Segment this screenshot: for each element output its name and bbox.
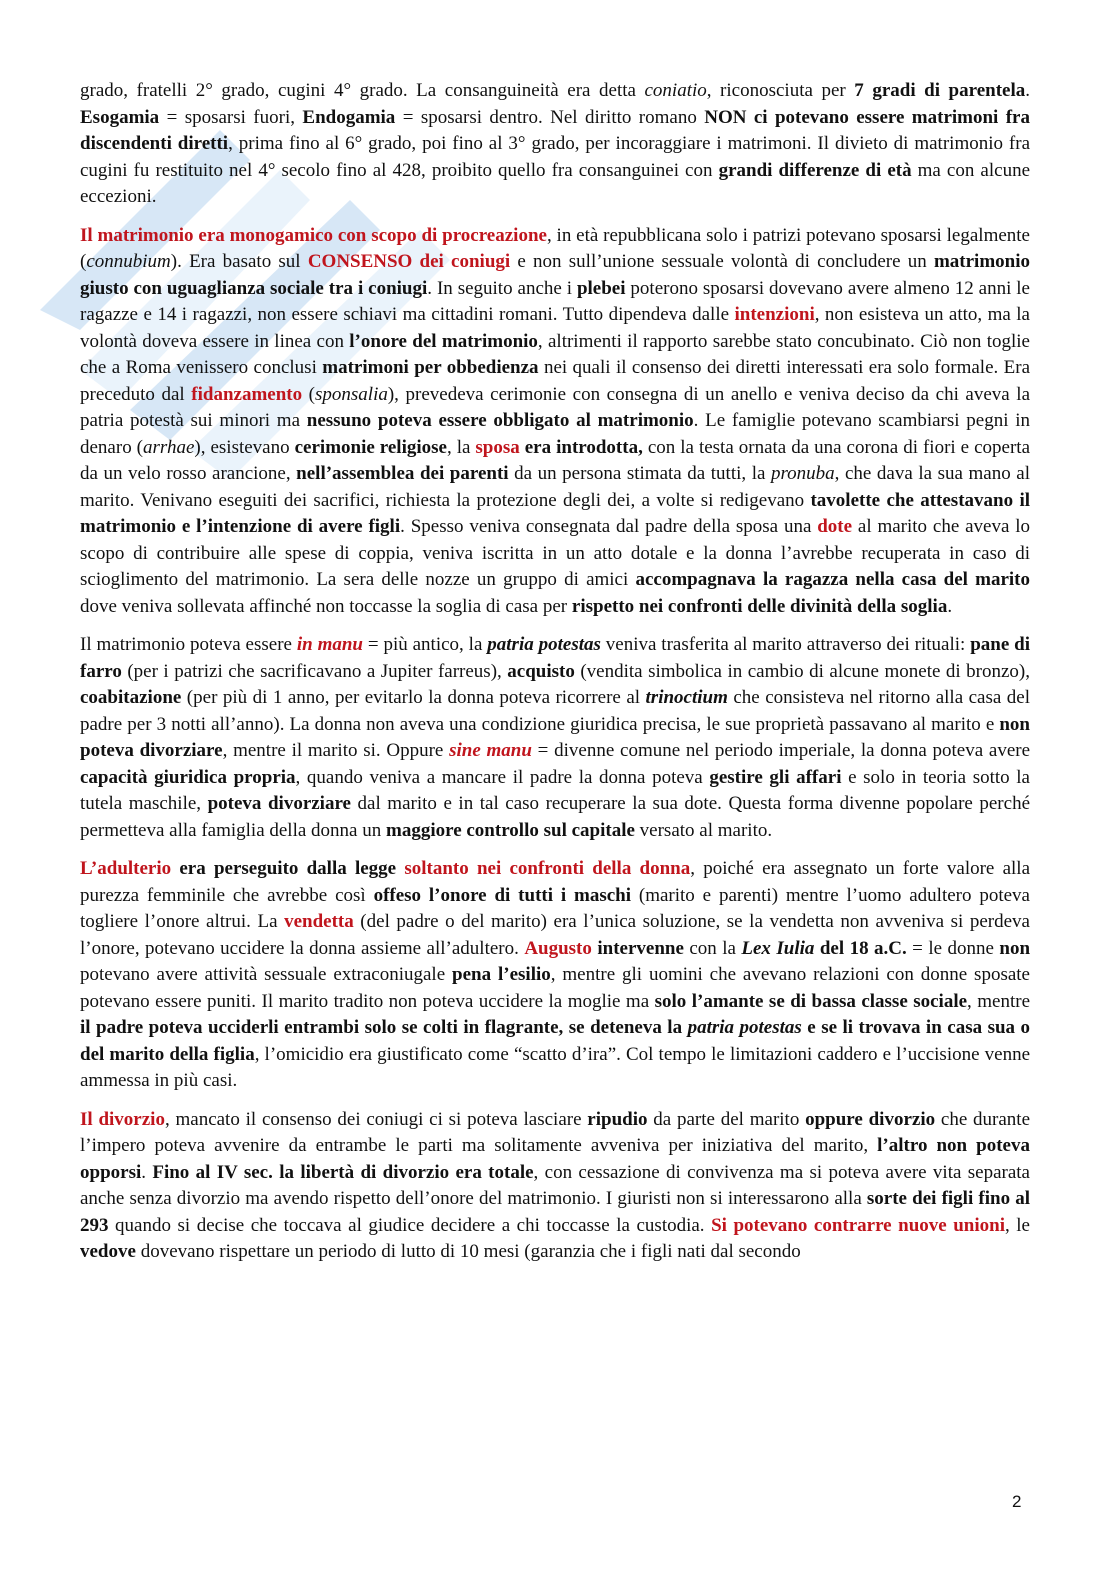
text-run: , mancato il consenso dei coniugi ci si poteva lasciare (164, 1108, 588, 1130)
highlighted-term: L’adulterio (80, 858, 172, 879)
document-body (80, 78, 1030, 1278)
text-run: , con cessazione di convivenza ma si poteva avere vita separata anche senza divorzio ma avendo rispetto dell’onore del matrimonio. I giuristi non si interessarono alla (80, 1161, 1030, 1209)
paragraph (80, 632, 1030, 844)
text-run: (del padre o del marito) era l’unica soluzione, se la vendetta non avveniva si perdeva l’onore, potevano uccidere la donna assieme all’adultero. (80, 911, 1030, 959)
text-run: con la testa ornata da una corona di fiori e coperta da un velo rosso arancione, (80, 436, 1030, 484)
text-run: , prima fino al 6° grado, poi fino al 3° grado, per incoraggiare i matrimoni. Il divieto di matrimonio fra cugini fu restituito nel 4° secolo fino al 428, proibito quello fra consanguinei con (80, 133, 1031, 181)
text-run: e non sull’unione sessuale volontà di concludere un (510, 251, 934, 272)
text-run: , non esisteva un atto, ma la volontà doveva essere in linea con (80, 304, 1030, 352)
bold-term: il padre poteva ucciderli entrambi solo se colti in flagrante, se deteneva la (80, 1017, 688, 1038)
highlighted-term: Augusto (524, 937, 592, 959)
text-run: . (1025, 80, 1030, 101)
text-run: che consisteva nel ritorno alla casa del padre per 3 notti all’anno). La donna non aveva una condizione giuridica precisa, le sue proprietà passavano al marito e (80, 687, 1030, 735)
bold-term: pane di farro (80, 634, 1030, 682)
text-run: , in età repubblicana solo i patrizi potevano sposarsi legalmente ( (80, 224, 1030, 272)
text-run: veniva trasferita al marito attraverso dei rituali: (600, 634, 971, 655)
bold-term: intervenne (597, 937, 684, 959)
text-run: (vendita simbolica in cambio di alcune monete di bronzo), (574, 660, 1030, 682)
text-run: e solo in teoria sotto la tutela maschile, (80, 766, 1030, 814)
text-run: = sposarsi dentro. Nel diritto romano (395, 106, 705, 128)
highlighted-term: in manu (296, 634, 363, 655)
text-run: versato al marito. (634, 819, 773, 841)
bold-term: patria potestas (487, 634, 601, 655)
italic-term: coniatio (644, 80, 707, 101)
text-run: , mentre (967, 990, 1031, 1012)
italic-term: connubium (86, 251, 171, 272)
bold-term: e se li trovava in casa sua o del marito della figlia (80, 1017, 1031, 1065)
bold-term: del 18 a.C. (819, 937, 907, 959)
bold-term: coabitazione (80, 687, 182, 708)
bold-term: offeso l’onore di tutti i maschi (373, 884, 631, 906)
highlighted-term: sposa (475, 436, 520, 458)
bold-term: accompagnava la ragazza nella casa del marito (635, 569, 1030, 590)
bold-term: non poteva divorziare (80, 713, 1030, 761)
bold-term: NON ci potevano essere matrimoni fra discendenti diretti (80, 106, 1030, 154)
bold-term: era perseguito dalla legge (179, 858, 397, 879)
bold-term: vedove (80, 1241, 136, 1262)
bold-term: solo l’amante se di bassa classe sociale (654, 990, 968, 1012)
text-run: quando si decise che toccava al giudice decidere a chi toccasse la custodia. (108, 1214, 712, 1236)
text-run: da un persona stimata da tutti, la (508, 463, 771, 484)
bold-term: oppure divorzio (805, 1108, 936, 1130)
highlighted-term: Il divorzio (80, 1108, 165, 1130)
bold-term: maggiore controllo sul capitale (386, 819, 635, 841)
text-run: ma con alcune eccezioni. (80, 159, 1030, 207)
bold-term: cerimonie religiose (294, 436, 447, 458)
text-run: (per i patrizi che sacrificavano a Jupiter farreus), (121, 660, 508, 682)
paragraph (80, 223, 1030, 621)
text-run: , mentre il marito si. Oppure (222, 740, 450, 761)
bold-term: Lex Iulia (741, 937, 815, 959)
text-run: dovevano rispettare un periodo di lutto di 10 mesi (garanzia che i figli nati dal secondo (135, 1241, 801, 1262)
bold-term: l’altro non poteva opporsi (80, 1135, 1030, 1183)
bold-term: 7 gradi di parentela (854, 80, 1026, 101)
bold-term: acquisto (507, 660, 575, 682)
paragraph (80, 1107, 1030, 1266)
bold-term: Fino al IV sec. la libertà di divorzio era totale (152, 1161, 534, 1183)
text-run: al marito che aveva lo scopo di contribuire alle spese di coppia, veniva iscritta in un atto dotale e la donna l’avrebbe recuperata in caso di scioglimento del matrimonio. La sera delle nozze un gruppo di amici (80, 516, 1030, 590)
text-run: nei quali il consenso dei diretti interessati era solo formale. Era preceduto dal (80, 357, 1031, 405)
bold-term: trinoctium (645, 687, 728, 708)
text-run: , mentre gli uomini che avevano relazioni con donne sposate potevano essere puniti. Il marito tradito non poteva uccidere la moglie ma (80, 964, 1030, 1012)
highlighted-term: intenzioni (734, 304, 815, 325)
text-run: = divenne comune nel periodo imperiale, la donna poteva avere (531, 740, 1031, 761)
bold-term: Esogamia (80, 106, 160, 128)
text-run: con la (683, 937, 742, 959)
text-run: , quando veniva a mancare il padre la donna poteva (295, 766, 710, 788)
bold-term: matrimonio giusto con uguaglianza sociale tra i coniugi (80, 251, 1031, 299)
text-run: poterono sposarsi dovevano avere almeno 12 anni le ragazze e 14 i ragazzi, non essere schiavi ma cittadini romani. Tutto dipendeva dalle (80, 277, 1030, 325)
highlighted-term: Il matrimonio era monogamico con scopo di procreazione (80, 224, 547, 246)
text-run: (per più di 1 anno, per evitarlo la donna poteva ricorrere al (181, 687, 646, 708)
text-run: = le donne (906, 937, 1000, 959)
bold-term: plebei (576, 277, 626, 299)
bold-term: era introdotta, (524, 436, 643, 458)
text-run: ). Era basato sul (170, 251, 308, 272)
italic-term: sponsalia (315, 383, 388, 405)
highlighted-term: soltanto nei confronti della donna (404, 858, 691, 879)
text-run: , la (446, 436, 476, 458)
bold-term: grandi differenze di età (718, 159, 912, 181)
text-run: . (141, 1161, 153, 1183)
highlighted-term: vendetta (284, 911, 354, 932)
text-run: . Le famiglie potevano scambiarsi pegni in denaro ( (80, 410, 1030, 458)
text-run: grado, fratelli 2° grado, cugini 4° grado. La consanguineità era detta (80, 80, 645, 101)
italic-term: pronuba (770, 463, 835, 484)
bold-term: non (999, 937, 1031, 959)
bold-term: matrimoni per obbedienza (322, 357, 539, 378)
bold-term: nessuno poteva essere obbligato al matrimonio (306, 410, 694, 431)
text-run: . In seguito anche i (427, 277, 577, 299)
highlighted-term: CONSENSO dei coniugi (307, 251, 511, 272)
bold-term: Endogamia (302, 106, 396, 128)
highlighted-term: dote (817, 516, 853, 537)
text-run: da parte del marito (647, 1108, 806, 1130)
text-run: = più antico, la (362, 634, 488, 655)
text-run: potevano avere attività sessuale extraconiugale (80, 964, 453, 985)
bold-term: nell’assemblea dei parenti (296, 463, 509, 484)
highlighted-term: fidanzamento (191, 383, 303, 405)
bold-term: patria potestas (687, 1017, 802, 1038)
text-run: , altrimenti il rapporto sarebbe stato concubinato. Ciò non toglie che a Roma venissero conclusi (80, 330, 1030, 378)
highlighted-term: sine manu (449, 740, 532, 761)
bold-term: sorte dei figli fino al 293 (80, 1188, 1030, 1236)
text-run: dal marito e in tal caso recuperare la sua dote. Questa forma divenne popolare perché permetteva alla famiglia della donna un (80, 793, 1031, 841)
text-run: , l’omicidio era giustificato come “scatto d’ira”. Col tempo le limitazioni caddero e l’uccisione venne ammessa in più casi. (80, 1043, 1031, 1091)
paragraph (80, 78, 1030, 211)
paragraph (80, 856, 1030, 1095)
bold-term: tavolette che attestavano il matrimonio e l’intenzione di avere figli (80, 489, 1030, 537)
bold-term: rispetto nei confronti delle divinità della soglia (571, 595, 948, 617)
bold-term: gestire gli affari (709, 766, 842, 788)
text-run: . (947, 595, 953, 617)
text-run: Il matrimonio poteva essere (80, 634, 297, 655)
text-run: ), esistevano (194, 436, 295, 458)
text-run: ( (302, 383, 315, 405)
text-run: , riconosciuta per (706, 80, 855, 101)
bold-term: poteva divorziare (207, 793, 351, 814)
bold-term: pena l’esilio (452, 964, 551, 985)
bold-term: ripudio (587, 1108, 648, 1130)
text-run: . Spesso veniva consegnata dal padre della sposa una (400, 516, 818, 537)
text-run: dove veniva sollevata affinché non toccasse la soglia di casa per (80, 595, 572, 617)
text-run: che durante l’impero poteva avvenire da entrambe le parti ma solitamente avveniva per iniziativa del marito, (80, 1108, 1031, 1156)
text-run: ), prevedeva cerimonie con consegna di un anello e veniva deciso da chi aveva la patria potestà sui minori ma (80, 383, 1031, 431)
text-run: (marito e parenti) mentre l’uomo adultero poteva togliere l’onore altrui. La (80, 884, 1030, 932)
text-run: , che dava la sua mano al marito. Venivano eseguiti dei sacrifici, richiesta la protezione degli dei, a volte si redigevano (80, 463, 1030, 511)
text-run: , le (1005, 1214, 1030, 1236)
bold-term: l’onore del matrimonio (349, 330, 538, 352)
bold-term: capacità giuridica propria (80, 766, 296, 788)
page-number: 2 (1012, 1492, 1022, 1511)
text-run: = sposarsi fuori, (159, 106, 303, 128)
highlighted-term: Si potevano contrarre nuove unioni (711, 1214, 1005, 1236)
italic-term: arrhae (143, 436, 195, 458)
text-run: , poiché era assegnato un forte valore alla purezza femminile che avrebbe così (80, 858, 1031, 906)
